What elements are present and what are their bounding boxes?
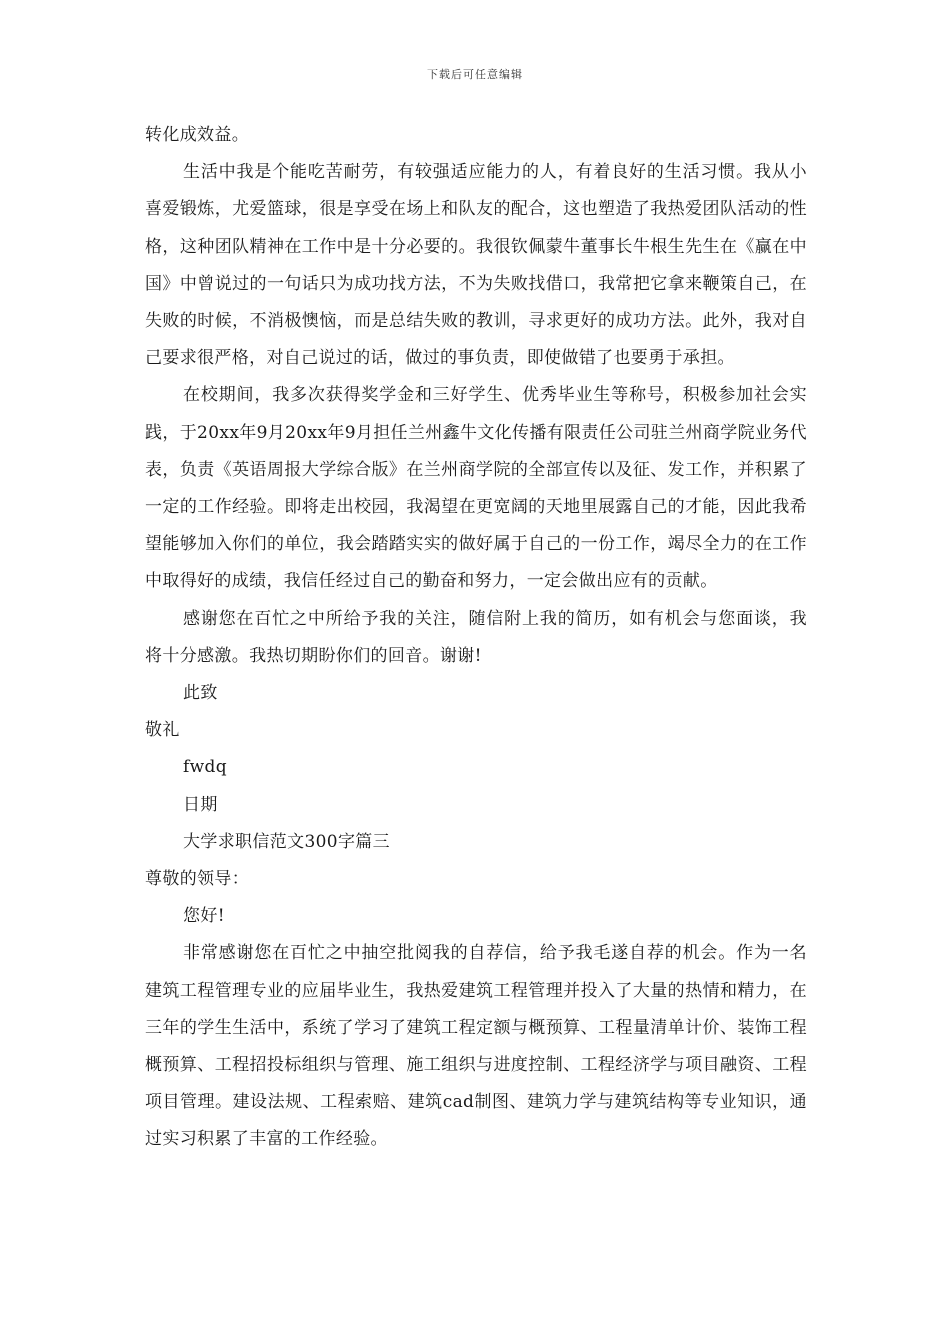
paragraph-thanks: 感谢您在百忙之中所给予我的关注，随信附上我的简历，如有机会与您面谈，我将十分感激。我热切期盼你们的回音。谢谢! bbox=[145, 608, 807, 666]
greeting-hello: 您好! bbox=[183, 906, 225, 927]
greeting-recipient: 尊敬的领导： bbox=[145, 869, 250, 890]
signature-date: 日期 bbox=[183, 794, 218, 815]
signature-name: fwdq bbox=[183, 757, 228, 778]
closing-regards: 敬礼 bbox=[145, 720, 180, 741]
section-title: 大学求职信范文300字篇三 bbox=[183, 831, 390, 852]
closing-salutation: 此致 bbox=[183, 683, 218, 704]
letter-body bbox=[145, 117, 807, 1159]
paragraph-continuation: 转化成效益。 bbox=[145, 125, 250, 145]
page-header-note: 下载后可任意编辑 bbox=[427, 68, 523, 81]
paragraph-introduction: 非常感谢您在百忙之中抽空批阅我的自荐信，给予我毛遂自荐的机会。作为一名建筑工程管理专业的应届毕业生，我热爱建筑工程管理并投入了大量的热情和精力，在三年的学生生活中，系统了学习了建筑工程定额与概预算、工程量清单计价、装饰工程概预算、工程招投标组织与管理、施工组织与进度控制、工程经济学与项目融资、工程项目管理。建设法规、工程索赔、建筑cad制图、建筑力学与建筑结构等专业知识，通过实习积累了丰富的工作经验。 bbox=[145, 943, 807, 1150]
paragraph-school-experience: 在校期间，我多次获得奖学金和三好学生、优秀毕业生等称号，积极参加社会实践，于20xx年9月20xx年9月担任兰州鑫牛文化传播有限责任公司驻兰州商学院业务代表，负责《英语周报大学综合版》在兰州商学院的全部宣传以及征、发工作，并积累了一定的工作经验。即将走出校园，我渴望在更宽阔的天地里展露自己的才能，因此我希望能够加入你们的单位，我会踏踏实实的做好属于自己的一份工作，竭尽全力的在工作中取得好的成绩，我信任经过自己的勤奋和努力，一定会做出应有的贡献。 bbox=[145, 385, 807, 592]
paragraph-personality: 生活中我是个能吃苦耐劳，有较强适应能力的人，有着良好的生活习惯。我从小喜爱锻炼，尤爱篮球，很是享受在场上和队友的配合，这也塑造了我热爱团队活动的性格，这种团队精神在工作中是十分必要的。我很钦佩蒙牛董事长牛根生先生在《赢在中国》中曾说过的一句话只为成功找方法，不为失败找借口，我常把它拿来鞭策自己，在失败的时候，不消极懊恼，而是总结失败的教训，寻求更好的成功方法。此外，我对自己要求很严格，对自己说过的话，做过的事负责，即使做错了也要勇于承担。 bbox=[145, 162, 807, 369]
